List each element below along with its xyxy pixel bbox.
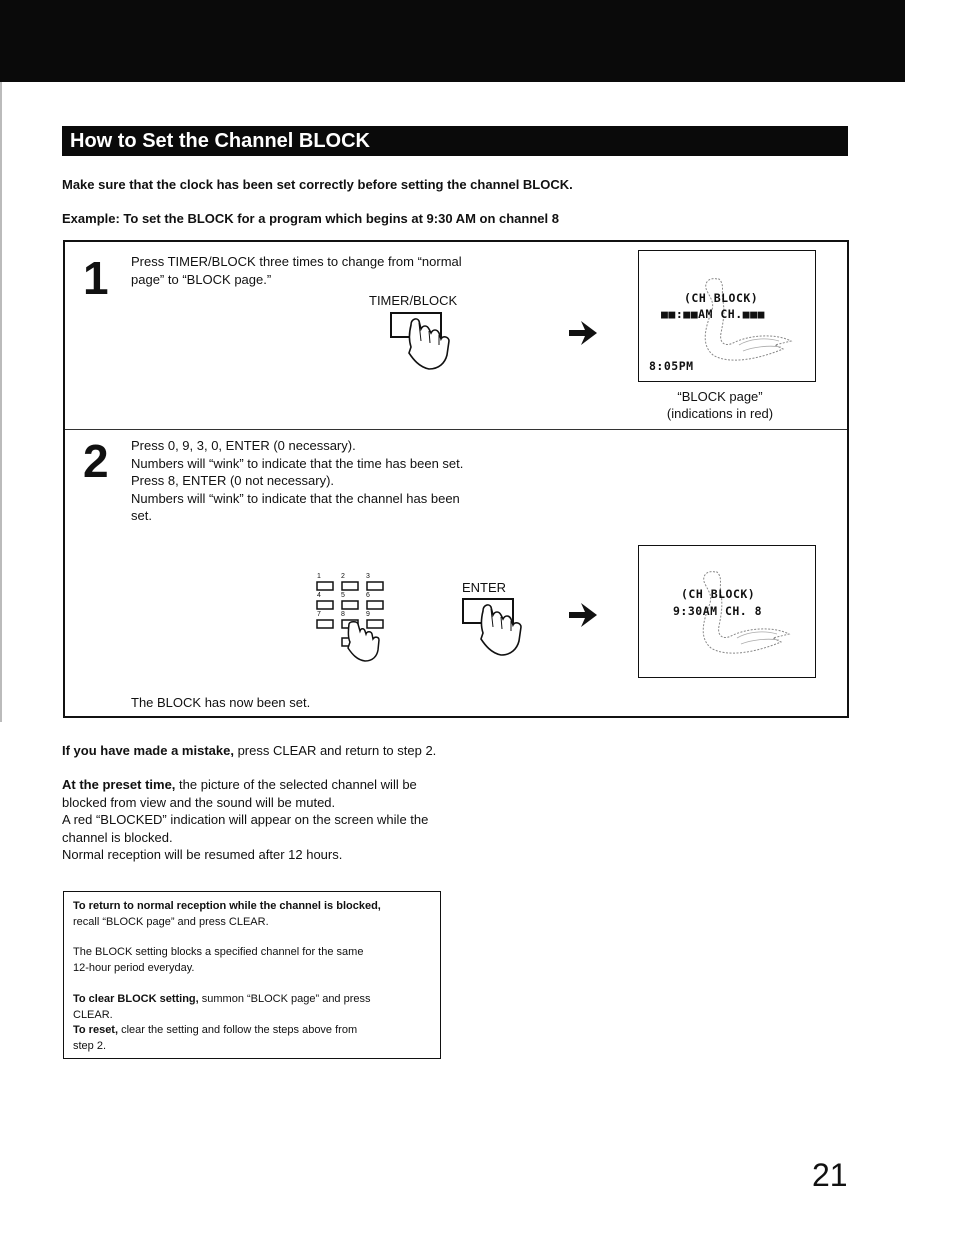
top-header-band xyxy=(0,0,905,82)
note-clear-line1 xyxy=(73,992,371,1008)
preset-line: A red “BLOCKED” indication will appear on the screen while the xyxy=(62,812,429,827)
step-divider xyxy=(65,429,847,430)
step-2-line: Press 0, 9, 3, 0, ENTER (0 necessary). xyxy=(131,438,356,453)
keypad-digit-label: 9 xyxy=(366,611,370,618)
step-1-text xyxy=(131,253,462,288)
step-1-text-line1: Press TIMER/BLOCK three times to change from “normal xyxy=(131,254,462,269)
note-clear-setting xyxy=(73,992,371,1054)
preset-line: Normal reception will be resumed after 12 hours. xyxy=(62,847,343,862)
enter-label: ENTER xyxy=(462,580,507,595)
step-2-line: Numbers will “wink” to indicate that the channel has been xyxy=(131,490,460,506)
section-title: How to Set the Channel BLOCK xyxy=(62,126,848,156)
timer-block-button-press-icon xyxy=(389,311,459,373)
keypad-digit-label: 4 xyxy=(317,592,321,599)
intro-clock-note: Make sure that the clock has been set correctly before setting the channel BLOCK. xyxy=(62,177,573,192)
preset-bold: At the preset time, xyxy=(62,777,176,792)
keypad-digit-label: 8 xyxy=(341,611,345,618)
step-1-text-line2: page” to “BLOCK page.” xyxy=(131,271,272,287)
preset-line xyxy=(62,776,428,794)
screen-block-header: (CH BLOCK) xyxy=(684,291,759,305)
step-1-number: 1 xyxy=(83,252,109,304)
keypad-digit-label: 1 xyxy=(317,573,321,580)
intro-example: Example: To set the BLOCK for a program which begins at 9:30 AM on channel 8 xyxy=(62,211,559,226)
note-block-setting-line1: The BLOCK setting blocks a specified channel for the same xyxy=(73,946,364,958)
block-set-screen xyxy=(638,545,816,678)
step-2-number: 2 xyxy=(83,435,109,487)
keypad-buttons-press-icon xyxy=(315,582,405,662)
note-return-rest: recall “BLOCK page” and press CLEAR. xyxy=(73,915,269,928)
note-return-normal xyxy=(73,899,381,930)
block-page-caption xyxy=(625,388,815,422)
page-number: 21 xyxy=(812,1157,848,1193)
left-margin-rule xyxy=(0,82,2,722)
screen-time-channel: 9:30AM CH. 8 xyxy=(673,604,763,618)
timer-block-label: TIMER/BLOCK xyxy=(369,293,458,308)
note-block-setting xyxy=(73,945,363,976)
note-block-setting-line2: 12-hour period everyday. xyxy=(73,961,195,974)
step-2-line: Numbers will “wink” to indicate that the time has been set. xyxy=(131,455,464,471)
preset-line1-rest: the picture of the selected channel will be xyxy=(175,777,417,792)
note-reset-line2: step 2. xyxy=(73,1039,107,1052)
preset-line: channel is blocked. xyxy=(62,829,173,845)
keypad-digit-label: 6 xyxy=(366,592,370,599)
note-box xyxy=(63,891,441,1059)
note-reset-line1 xyxy=(73,1023,371,1039)
screen-block-header: (CH BLOCK) xyxy=(681,587,756,601)
note-reset-bold: To reset, xyxy=(73,1024,119,1036)
enter-button-press-icon xyxy=(461,597,531,661)
block-page-caption-line1: “BLOCK page” xyxy=(677,389,763,404)
note-clear-line2: CLEAR. xyxy=(73,1008,113,1021)
note-clear-rest: summon “BLOCK page” and press xyxy=(198,993,371,1005)
right-arrow-icon xyxy=(567,319,599,347)
preset-time-paragraph xyxy=(62,776,428,864)
keypad-digit-label: 3 xyxy=(366,573,370,580)
block-page-caption-line2: (indications in red) xyxy=(666,406,774,421)
mistake-note xyxy=(62,742,436,760)
keypad-digit-label: 7 xyxy=(317,611,321,618)
keypad-digit-label: 5 xyxy=(341,592,345,599)
step-2-line: set. xyxy=(131,508,152,523)
keypad-digit-label: 2 xyxy=(341,573,345,580)
mistake-note-bold: If you have made a mistake, xyxy=(62,743,234,758)
block-page-screen xyxy=(638,250,816,382)
right-arrow-icon xyxy=(567,601,599,629)
screen-clock-time: 8:05PM xyxy=(649,359,694,373)
screen-time-channel-blank: ■■:■■AM CH.■■■ xyxy=(661,307,765,321)
preset-line: blocked from view and the sound will be muted. xyxy=(62,794,336,810)
steps-box xyxy=(63,240,849,718)
note-return-bold: To return to normal reception while the channel is blocked, xyxy=(73,900,381,912)
step-2-line: Press 8, ENTER (0 not necessary). xyxy=(131,473,335,488)
mistake-note-rest: press CLEAR and return to step 2. xyxy=(233,743,437,758)
block-set-confirmation: The BLOCK has now been set. xyxy=(131,695,311,710)
step-2-text xyxy=(131,437,463,525)
note-clear-bold: To clear BLOCK setting, xyxy=(73,993,199,1005)
note-reset-rest: clear the setting and follow the steps above from xyxy=(118,1024,358,1036)
swan-picture-icon xyxy=(679,273,799,369)
